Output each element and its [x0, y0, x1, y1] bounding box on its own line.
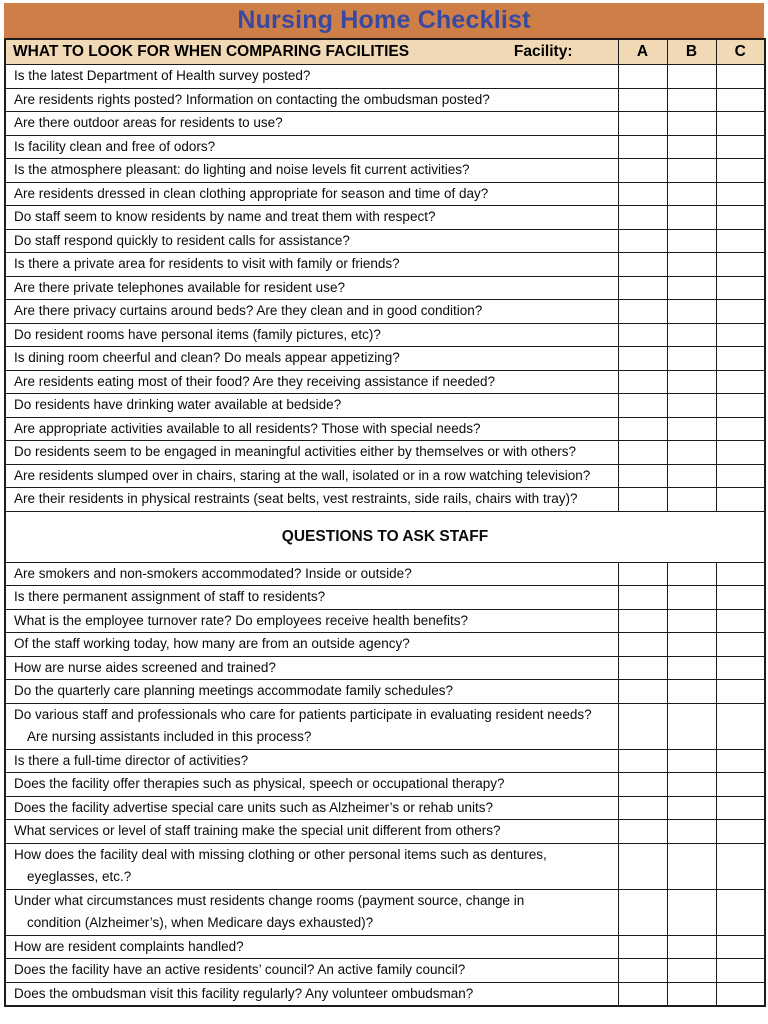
question-text: How does the facility deal with missing clothing or other personal items such as dentures, eyeglasses, etc.? [5, 843, 618, 889]
checklist-row [5, 253, 765, 277]
question-text: Does the facility offer therapies such as physical, speech or occupational therapy? [5, 773, 618, 797]
answer-cell-c[interactable] [716, 982, 765, 1006]
answer-cell-a[interactable] [618, 935, 667, 959]
checklist-row [5, 488, 765, 512]
checklist-row [5, 112, 765, 136]
section1-heading: WHAT TO LOOK FOR WHEN COMPARING FACILITIES [13, 43, 410, 60]
answer-cell-a[interactable] [618, 843, 667, 889]
question-text: Is there permanent assignment of staff to residents? [5, 586, 618, 610]
answer-cell-b[interactable] [667, 229, 716, 253]
question-text: Are there private telephones available for resident use? [5, 276, 618, 300]
checklist-row [5, 229, 765, 253]
section2-header-body [5, 511, 765, 562]
answer-cell-c[interactable] [716, 562, 765, 586]
answer-cell-b[interactable] [667, 935, 716, 959]
question-text: How are nurse aides screened and trained? [5, 656, 618, 680]
checklist-row [5, 935, 765, 959]
checklist-row [5, 464, 765, 488]
answer-cell-a[interactable] [618, 959, 667, 983]
answer-cell-b[interactable] [667, 347, 716, 371]
answer-cell-a[interactable] [618, 159, 667, 183]
answer-cell-c[interactable] [716, 135, 765, 159]
answer-cell-b[interactable] [667, 370, 716, 394]
answer-cell-a[interactable] [618, 982, 667, 1006]
column-header-c: C [716, 39, 765, 65]
checklist-row [5, 65, 765, 89]
answer-cell-b[interactable] [667, 65, 716, 89]
checklist-row [5, 773, 765, 797]
facility-label: Facility: [513, 43, 573, 60]
answer-cell-a[interactable] [618, 488, 667, 512]
answer-cell-a[interactable] [618, 656, 667, 680]
question-text: What services or level of staff training make the special unit different from others? [5, 820, 618, 844]
answer-cell-b[interactable] [667, 773, 716, 797]
answer-cell-a[interactable] [618, 229, 667, 253]
answer-cell-a[interactable] [618, 586, 667, 610]
answer-cell-a[interactable] [618, 464, 667, 488]
answer-cell-c[interactable] [716, 609, 765, 633]
answer-cell-b[interactable] [667, 889, 716, 935]
answer-cell-a[interactable] [618, 749, 667, 773]
checklist-row [5, 586, 765, 610]
answer-cell-a[interactable] [618, 562, 667, 586]
answer-cell-b[interactable] [667, 88, 716, 112]
answer-cell-c[interactable] [716, 488, 765, 512]
answer-cell-a[interactable] [618, 206, 667, 230]
checklist-row [5, 959, 765, 983]
checklist-row [5, 843, 765, 889]
question-text: Do resident rooms have personal items (family pictures, etc)? [5, 323, 618, 347]
answer-cell-c[interactable] [716, 370, 765, 394]
table-header-cell [5, 39, 618, 65]
answer-cell-b[interactable] [667, 394, 716, 418]
checklist-row [5, 441, 765, 465]
answer-cell-c[interactable] [716, 680, 765, 704]
answer-cell-b[interactable] [667, 843, 716, 889]
answer-cell-b[interactable] [667, 633, 716, 657]
column-header-b: B [667, 39, 716, 65]
answer-cell-c[interactable] [716, 112, 765, 136]
answer-cell-a[interactable] [618, 182, 667, 206]
question-text: Are their residents in physical restraints (seat belts, vest restraints, side rails, chairs with tray)? [5, 488, 618, 512]
answer-cell-a[interactable] [618, 65, 667, 89]
checklist-row [5, 159, 765, 183]
answer-cell-c[interactable] [716, 441, 765, 465]
checklist-row [5, 370, 765, 394]
question-text: Do various staff and professionals who care for patients participate in evaluating resident needs? Are nursing assistants included in this process? [5, 703, 618, 749]
answer-cell-b[interactable] [667, 300, 716, 324]
answer-cell-a[interactable] [618, 773, 667, 797]
question-text: Does the facility have an active residents’ council? An active family council? [5, 959, 618, 983]
checklist-row [5, 394, 765, 418]
answer-cell-b[interactable] [667, 112, 716, 136]
question-text: Are smokers and non-smokers accommodated? Inside or outside? [5, 562, 618, 586]
page-title: Nursing Home Checklist [237, 6, 531, 34]
answer-cell-c[interactable] [716, 88, 765, 112]
answer-cell-c[interactable] [716, 347, 765, 371]
question-text: Is there a private area for residents to visit with family or friends? [5, 253, 618, 277]
answer-cell-b[interactable] [667, 959, 716, 983]
answer-cell-c[interactable] [716, 65, 765, 89]
question-text: Is there a full-time director of activities? [5, 749, 618, 773]
answer-cell-a[interactable] [618, 703, 667, 749]
answer-cell-c[interactable] [716, 417, 765, 441]
answer-cell-c[interactable] [716, 843, 765, 889]
answer-cell-c[interactable] [716, 935, 765, 959]
answer-cell-a[interactable] [618, 417, 667, 441]
answer-cell-c[interactable] [716, 796, 765, 820]
answer-cell-c[interactable] [716, 159, 765, 183]
checklist-row [5, 562, 765, 586]
checklist-row [5, 182, 765, 206]
answer-cell-c[interactable] [716, 182, 765, 206]
question-text: Is dining room cheerful and clean? Do meals appear appetizing? [5, 347, 618, 371]
answer-cell-c[interactable] [716, 749, 765, 773]
answer-cell-c[interactable] [716, 959, 765, 983]
answer-cell-a[interactable] [618, 441, 667, 465]
checklist-row [5, 347, 765, 371]
answer-cell-a[interactable] [618, 680, 667, 704]
checklist-row [5, 206, 765, 230]
answer-cell-c[interactable] [716, 703, 765, 749]
answer-cell-b[interactable] [667, 796, 716, 820]
question-text: Is facility clean and free of odors? [5, 135, 618, 159]
question-text: Are residents dressed in clean clothing appropriate for season and time of day? [5, 182, 618, 206]
answer-cell-a[interactable] [618, 796, 667, 820]
checklist-row [5, 796, 765, 820]
question-text: Do staff seem to know residents by name and treat them with respect? [5, 206, 618, 230]
answer-cell-a[interactable] [618, 347, 667, 371]
question-text: Of the staff working today, how many are from an outside agency? [5, 633, 618, 657]
answer-cell-a[interactable] [618, 370, 667, 394]
checklist-row [5, 982, 765, 1006]
question-text: Do residents have drinking water available at bedside? [5, 394, 618, 418]
question-text: Are residents slumped over in chairs, staring at the wall, isolated or in a row watching television? [5, 464, 618, 488]
answer-cell-c[interactable] [716, 394, 765, 418]
question-text: Do staff respond quickly to resident calls for assistance? [5, 229, 618, 253]
question-text: Under what circumstances must residents change rooms (payment source, change in condition (Alzheimer’s), when Medicare days exhausted)? [5, 889, 618, 935]
answer-cell-b[interactable] [667, 680, 716, 704]
answer-cell-a[interactable] [618, 88, 667, 112]
question-text: How are resident complaints handled? [5, 935, 618, 959]
answer-cell-a[interactable] [618, 135, 667, 159]
section2-body [5, 562, 765, 1006]
question-text: Are there outdoor areas for residents to use? [5, 112, 618, 136]
question-text: Do residents seem to be engaged in meaningful activities either by themselves or with others? [5, 441, 618, 465]
question-text: Do the quarterly care planning meetings accommodate family schedules? [5, 680, 618, 704]
checklist-row [5, 820, 765, 844]
checklist-row [5, 703, 765, 749]
answer-cell-a[interactable] [618, 253, 667, 277]
answer-cell-a[interactable] [618, 323, 667, 347]
checklist-row [5, 417, 765, 441]
answer-cell-c[interactable] [716, 656, 765, 680]
answer-cell-c[interactable] [716, 633, 765, 657]
question-text: What is the employee turnover rate? Do employees receive health benefits? [5, 609, 618, 633]
answer-cell-b[interactable] [667, 464, 716, 488]
answer-cell-c[interactable] [716, 586, 765, 610]
question-text: Does the ombudsman visit this facility regularly? Any volunteer ombudsman? [5, 982, 618, 1006]
answer-cell-c[interactable] [716, 323, 765, 347]
checklist-row [5, 633, 765, 657]
section2-heading: QUESTIONS TO ASK STAFF [281, 527, 489, 545]
checklist-table [4, 38, 766, 1007]
answer-cell-c[interactable] [716, 464, 765, 488]
answer-cell-c[interactable] [716, 820, 765, 844]
answer-cell-b[interactable] [667, 135, 716, 159]
answer-cell-b[interactable] [667, 609, 716, 633]
checklist-row [5, 276, 765, 300]
answer-cell-b[interactable] [667, 656, 716, 680]
answer-cell-b[interactable] [667, 749, 716, 773]
answer-cell-a[interactable] [618, 276, 667, 300]
answer-cell-c[interactable] [716, 229, 765, 253]
answer-cell-a[interactable] [618, 633, 667, 657]
section1-body [5, 65, 765, 512]
answer-cell-b[interactable] [667, 182, 716, 206]
answer-cell-a[interactable] [618, 394, 667, 418]
answer-cell-a[interactable] [618, 820, 667, 844]
checklist-row [5, 609, 765, 633]
question-text: Are appropriate activities available to all residents? Those with special needs? [5, 417, 618, 441]
answer-cell-c[interactable] [716, 276, 765, 300]
checklist-row [5, 656, 765, 680]
answer-cell-c[interactable] [716, 889, 765, 935]
answer-cell-b[interactable] [667, 820, 716, 844]
answer-cell-a[interactable] [618, 889, 667, 935]
question-text: Does the facility advertise special care units such as Alzheimer’s or rehab units? [5, 796, 618, 820]
checklist-row [5, 300, 765, 324]
question-text: Is the atmosphere pleasant: do lighting and noise levels fit current activities? [5, 159, 618, 183]
answer-cell-b[interactable] [667, 586, 716, 610]
answer-cell-a[interactable] [618, 609, 667, 633]
answer-cell-b[interactable] [667, 562, 716, 586]
answer-cell-b[interactable] [667, 253, 716, 277]
answer-cell-b[interactable] [667, 323, 716, 347]
answer-cell-b[interactable] [667, 276, 716, 300]
answer-cell-b[interactable] [667, 206, 716, 230]
checklist-row [5, 889, 765, 935]
answer-cell-c[interactable] [716, 773, 765, 797]
checklist-row [5, 135, 765, 159]
question-text: Is the latest Department of Health survey posted? [5, 65, 618, 89]
answer-cell-b[interactable] [667, 488, 716, 512]
answer-cell-c[interactable] [716, 206, 765, 230]
title-bar [4, 3, 764, 38]
staff-section-header-row [5, 511, 765, 562]
checklist-row [5, 680, 765, 704]
checklist-row [5, 749, 765, 773]
checklist-row [5, 323, 765, 347]
answer-cell-c[interactable] [716, 300, 765, 324]
question-text: Are residents rights posted? Information on contacting the ombudsman posted? [5, 88, 618, 112]
answer-cell-b[interactable] [667, 982, 716, 1006]
checklist-row [5, 88, 765, 112]
answer-cell-b[interactable] [667, 441, 716, 465]
checklist-page [4, 3, 764, 1007]
question-text: Are there privacy curtains around beds? Are they clean and in good condition? [5, 300, 618, 324]
answer-cell-a[interactable] [618, 112, 667, 136]
answer-cell-b[interactable] [667, 417, 716, 441]
staff-section-header-cell [5, 511, 765, 562]
question-text: Are residents eating most of their food? Are they receiving assistance if needed? [5, 370, 618, 394]
answer-cell-c[interactable] [716, 253, 765, 277]
column-header-a: A [618, 39, 667, 65]
answer-cell-a[interactable] [618, 300, 667, 324]
answer-cell-b[interactable] [667, 703, 716, 749]
answer-cell-b[interactable] [667, 159, 716, 183]
table-header-row [5, 39, 765, 65]
